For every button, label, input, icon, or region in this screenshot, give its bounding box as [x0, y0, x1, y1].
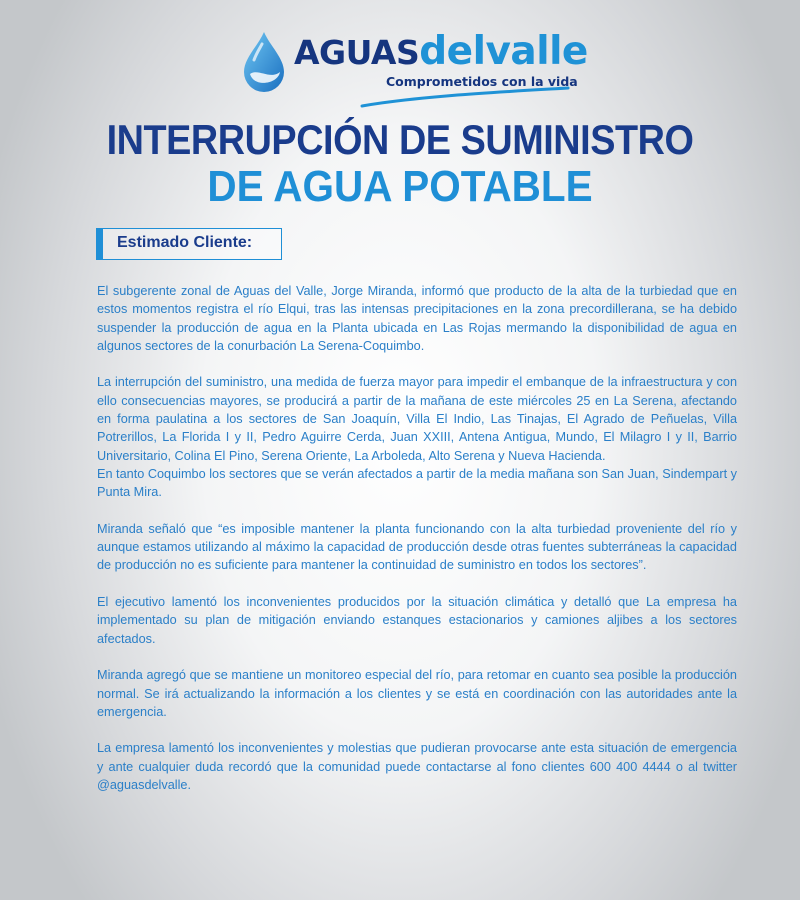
brand-tagline: Comprometidos con la vida	[386, 74, 578, 89]
paragraph-7: La empresa lamentó los inconvenientes y molestias que pudieran provocarse ante esta situación de emergencia y ante cualquier duda recordó que la comunidad puede contactarse al fono clientes 600 400 4444 o al twitter @aguasdelvalle.	[97, 741, 737, 793]
brand-part-aguas: AGUAS	[294, 33, 420, 72]
paragraph-5: El ejecutivo lamentó los inconvenientes producidos por la situación climática y detalló que La empresa ha implementado su plan de mitigación enviando estanques estacionarios y camiones aljibes a los sectores afectados.	[97, 595, 737, 646]
brand-part-delvalle: delvalle	[419, 29, 588, 74]
greeting-accent-bar	[97, 229, 103, 259]
water-drop-icon	[240, 30, 288, 94]
paragraph-6: Miranda agregó que se mantiene un monitoreo especial del río, para retomar en cuanto sea posible la producción normal. Se irá actualizando la información a los clientes y se está en coordinación con las autoridades ante la emergencia.	[97, 668, 737, 719]
swoosh-underline	[360, 86, 570, 108]
paragraph-3: En tanto Coquimbo los sectores que se verán afectados a partir de la media mañana son San Juan, Sindempart y Punta Mira.	[97, 466, 737, 500]
aguas-del-valle-logo	[240, 24, 588, 104]
brand-name	[294, 30, 588, 75]
page-title-line-2: DE AGUA POTABLE	[207, 162, 593, 211]
notice-body	[97, 282, 737, 813]
paragraph-2: La interrupción del suministro, una medida de fuerza mayor para impedir el embanque de la infraestructura y con ello consecuencias mayores, se producirá a partir de la mañana de este miércoles 25 en La Serena, afectando en forma paulatina a los sectores de San Joaquín, Villa El Indio, Las Tinajas, El Agrado de Peñuelas, Villa Potrerillos, La Florida I y II, Pedro Aguirre Cerda, Juan XXIII, Antena Antigua, Mundo, El Milagro I y II, Barrio Universitario, Colina El Pino, Serena Oriente, La Arboleda, Alto Serena y Nueva Hacienda.	[97, 375, 737, 463]
paragraph-4: Miranda señaló que “es imposible mantener la planta funcionando con la alta turbiedad proveniente del río y aunque estamos utilizando al máximo la capacidad de producción desde otras fuentes subterráneas la capacidad de producción no es suficiente para mantener la continuidad de suministro en todos los sectores”.	[97, 521, 737, 573]
greeting-box	[96, 228, 282, 260]
greeting-text: Estimado Cliente:	[117, 234, 253, 251]
paragraph-1: El subgerente zonal de Aguas del Valle, Jorge Miranda, informó que producto de la alta de la turbiedad que en estos momentos registra el río Elqui, tras las intensas precipitaciones en la zona precordillerana, se ha debido suspender la producción de agua en la Planta ubicada en Las Rojas mermando la disponibilidad de agua en algunos sectores de la conurbación La Serena-Coquimbo.	[97, 284, 737, 353]
page-title-line-1: INTERRUPCIÓN DE SUMINISTRO	[106, 116, 694, 163]
